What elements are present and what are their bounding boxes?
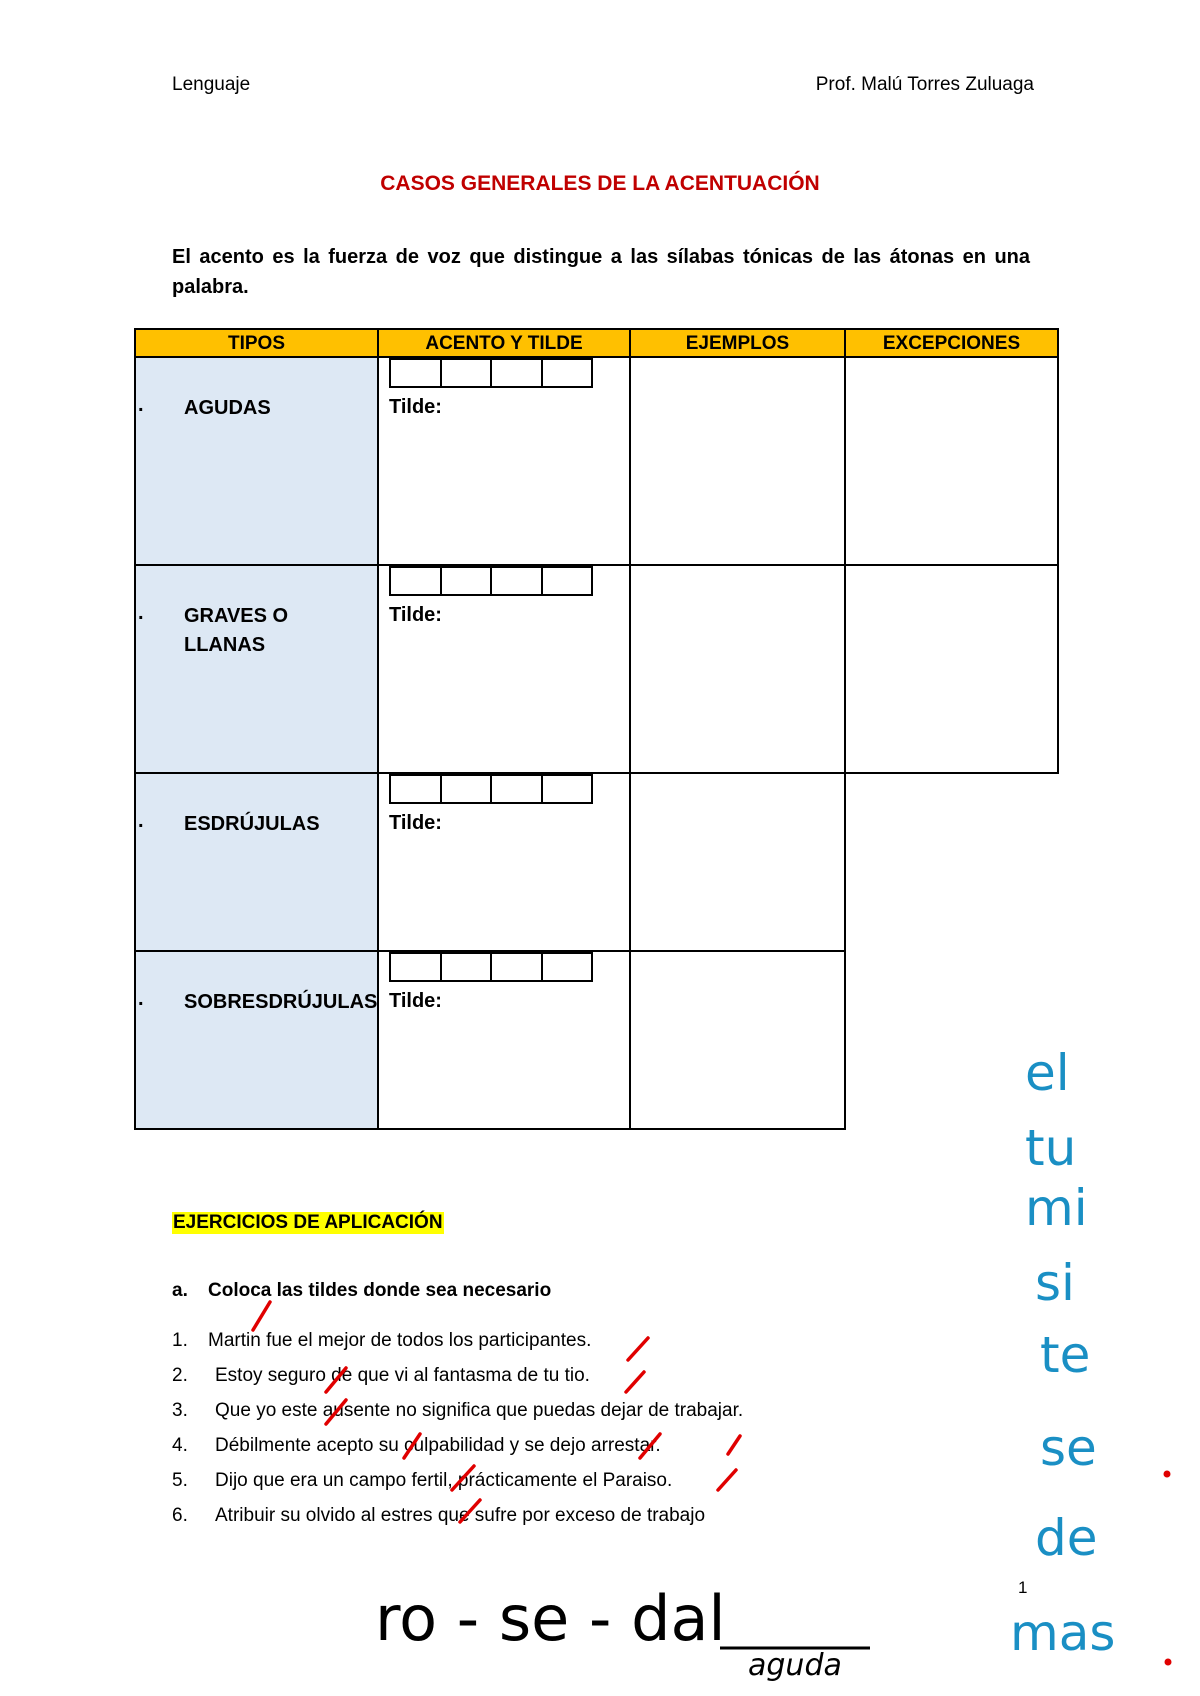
black-handwriting xyxy=(375,1582,842,1683)
sentence-text: Dijo que era un campo fertil, prácticamente el Paraiso. xyxy=(215,1470,673,1491)
handwritten-syllables: ro - se - dal xyxy=(375,1582,726,1655)
exercise-a-text: Coloca las tildes donde sea necesario xyxy=(208,1280,552,1301)
tilde-label: Tilde: xyxy=(389,812,442,834)
row-agudas-label: AGUDAS xyxy=(184,397,271,419)
tilde-label: Tilde: xyxy=(389,604,442,626)
handwritten-word: si xyxy=(1035,1254,1075,1312)
red-dots xyxy=(1164,1471,1172,1666)
sentence-text: Atribuir su olvido al estres que sufre por exceso de trabajo xyxy=(215,1505,706,1526)
sentence-text: Que yo este ausente no significa que puedas dejar de trabajar. xyxy=(215,1400,744,1421)
header-ejemplos: EJEMPLOS xyxy=(629,328,846,358)
row-dot: . xyxy=(138,810,144,832)
sentence-number: 4. xyxy=(172,1435,188,1456)
row-sobresdrujulas-label: SOBRESDRÚJULAS xyxy=(184,991,378,1013)
handwritten-word: se xyxy=(1040,1419,1097,1477)
tilde-label: Tilde: xyxy=(389,990,442,1012)
exercises-title: EJERCICIOS DE APLICACIÓN xyxy=(173,1212,443,1233)
page-number: 1 xyxy=(1018,1578,1028,1597)
handwritten-word: mas xyxy=(1010,1604,1116,1662)
sentence-number: 5. xyxy=(172,1470,188,1491)
sentence-text: Estoy seguro de que vi al fantasma de tu tio. xyxy=(215,1365,590,1386)
sentence-number: 6. xyxy=(172,1505,188,1526)
handwritten-aguda: aguda xyxy=(748,1648,842,1683)
row-esdrujulas-label: ESDRÚJULAS xyxy=(184,813,320,835)
handwritten-word: te xyxy=(1040,1326,1091,1384)
header-tipos: TIPOS xyxy=(134,328,379,358)
intro-paragraph: El acento es la fuerza de voz que distingue a las sílabas tónicas de las átonas en una palabra. xyxy=(172,246,1030,298)
red-tilde-marks xyxy=(253,1302,740,1522)
page-title: CASOS GENERALES DE LA ACENTUACIÓN xyxy=(380,172,820,195)
row-dot: . xyxy=(138,602,144,624)
handwritten-word: mi xyxy=(1025,1179,1088,1237)
exercise-a-label: a. xyxy=(172,1280,188,1301)
sentence-number: 2. xyxy=(172,1365,188,1386)
handwritten-word: tu xyxy=(1025,1119,1077,1177)
sentence-number: 3. xyxy=(172,1400,188,1421)
tilde-label: Tilde: xyxy=(389,396,442,418)
header-right: Prof. Malú Torres Zuluaga xyxy=(815,74,1034,95)
header-acento-tilde: ACENTO Y TILDE xyxy=(377,328,631,358)
sentence-number: 1. xyxy=(172,1330,188,1351)
row-dot: . xyxy=(138,988,144,1010)
sentence-text: Martin fue el mejor de todos los participantes. xyxy=(208,1330,592,1351)
header-left: Lenguaje xyxy=(172,74,251,95)
handwritten-word: de xyxy=(1035,1509,1098,1567)
sentence-text: Débilmente acepto su culpabilidad y se dejo arrestar. xyxy=(215,1435,661,1456)
row-graves-label: GRAVES O LLANAS xyxy=(184,605,289,656)
header-excepciones: EXCEPCIONES xyxy=(844,328,1059,358)
row-dot: . xyxy=(138,394,144,416)
handwritten-word: el xyxy=(1025,1044,1070,1102)
blue-handwritten-words xyxy=(1010,1044,1115,1662)
